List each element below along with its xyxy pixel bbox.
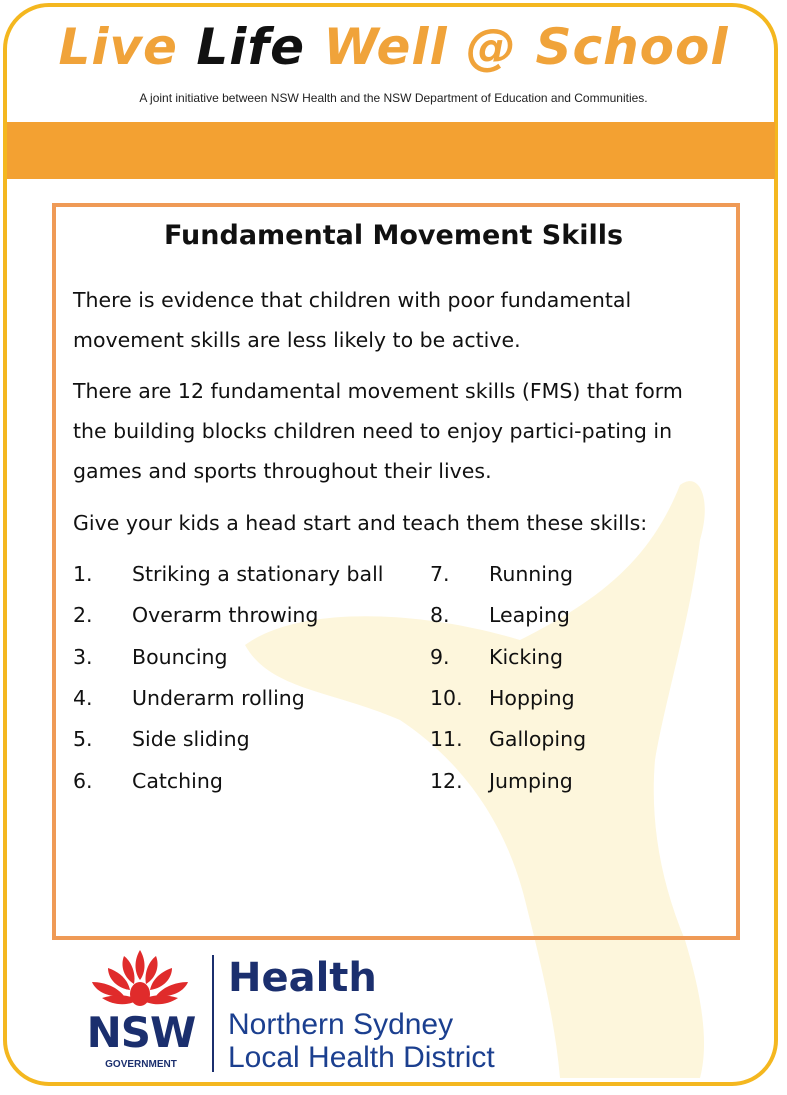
- skill-number: 11.: [430, 727, 463, 751]
- paragraph-evidence: There is evidence that children with poor fundamental movement skills are less likely to be active.: [73, 288, 632, 352]
- district-line-2: Local Health District: [228, 1041, 495, 1074]
- skill-number: 5.: [73, 727, 93, 751]
- logo-divider: [212, 955, 214, 1072]
- skill-number: 3.: [73, 645, 93, 669]
- title-life: Life: [196, 18, 306, 76]
- waratah-icon: [80, 946, 200, 1012]
- skill-number: 12.: [430, 769, 463, 793]
- skill-label: Galloping: [489, 727, 587, 751]
- government-label: GOVERNMENT: [105, 1059, 177, 1070]
- skill-number: 10.: [430, 686, 463, 710]
- skill-number: 8.: [430, 603, 450, 627]
- skill-label: Striking a stationary ball: [132, 562, 384, 586]
- skill-number: 6.: [73, 769, 93, 793]
- title-well-school: Well @ School: [323, 18, 729, 76]
- program-subtitle: A joint initiative between NSW Health and the NSW Department of Education and Communities.: [139, 91, 648, 105]
- paragraph-fms: There are 12 fundamental movement skills (FMS) that form the building blocks children need to enjoy partici-pating in games and sports throughout their lives.: [73, 379, 683, 483]
- skill-label: Underarm rolling: [132, 686, 305, 710]
- program-title: [0, 18, 787, 76]
- skill-label: Leaping: [489, 603, 570, 627]
- skill-label: Bouncing: [132, 645, 228, 669]
- skill-number: 4.: [73, 686, 93, 710]
- skill-number: 9.: [430, 645, 450, 669]
- skill-label: Running: [489, 562, 574, 586]
- skill-number: 2.: [73, 603, 93, 627]
- skill-label: Catching: [132, 769, 223, 793]
- health-label: Health: [228, 955, 377, 1001]
- skill-number: 7.: [430, 562, 450, 586]
- skill-label: Hopping: [489, 686, 575, 710]
- card-title: Fundamental Movement Skills: [163, 220, 624, 251]
- nsw-wordmark: NSW: [86, 1008, 196, 1057]
- orange-band: [7, 122, 775, 179]
- skill-number: 1.: [73, 562, 93, 586]
- skill-label: Side sliding: [132, 727, 250, 751]
- skill-label: Jumping: [489, 769, 573, 793]
- skill-label: Overarm throwing: [132, 603, 319, 627]
- paragraph-head-start: Give your kids a head start and teach them these skills:: [73, 511, 648, 535]
- district-line-1: Northern Sydney: [228, 1008, 454, 1041]
- skill-label: Kicking: [489, 645, 563, 669]
- title-live: Live: [58, 18, 178, 76]
